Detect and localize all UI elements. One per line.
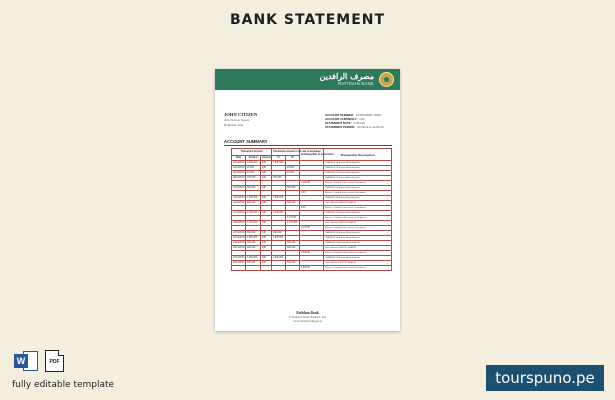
cell-cr	[272, 266, 286, 271]
cell-date: 17/01/2019	[233, 212, 245, 214]
cell-description: Balance - Overdraft in the account of the deposit	[324, 191, 392, 196]
cell-dr: 400,000	[286, 246, 300, 251]
customer-address-line1: Abu Nawas Street,	[224, 118, 250, 122]
header-cr: Cr	[272, 156, 286, 161]
cell-amount: 25,000	[246, 166, 261, 171]
cell-description: TRANSFER / Al Rasheed Bank Baghdad	[324, 161, 392, 166]
transactions-table	[231, 148, 392, 271]
cell-description: Balance - Overdraft in the account of the deposit	[324, 181, 392, 186]
cell-description: Loan to Account DEBIT BY BRANCH	[324, 201, 392, 206]
cell-date: 12/01/2019	[233, 187, 245, 189]
statement-period-label: STATEMENT PERIOD:	[325, 125, 356, 129]
cell-dr: 25,000	[286, 166, 300, 171]
cell-date: 09/01/2019	[233, 177, 245, 179]
cell-currency: IQD	[261, 186, 272, 191]
cell-dr	[286, 266, 300, 271]
cell-description: TRANSFER / Al Rasheed Bank Baghdad	[324, 186, 392, 191]
cell-currency: IQD	[261, 211, 272, 216]
cell-date: 28/01/2019	[233, 262, 245, 264]
header-transaction-amount: Transaction Amount	[232, 149, 272, 156]
cell-description: TRANSFER / Al Rasheed Bank Baghdad	[324, 256, 392, 261]
header-date: Date	[232, 156, 246, 161]
cell-description: Balance - Overdraft in the account of the deposit	[324, 216, 392, 221]
bank-name-arabic: مصرف الرافدين	[319, 71, 374, 81]
cell-dr: 300,000	[286, 186, 300, 191]
cell-amount: 1,500,000	[246, 196, 261, 201]
cell-date: 14/01/2019	[233, 197, 245, 199]
header-description: Transaction Description	[324, 149, 392, 161]
cell-currency: IQD	[261, 221, 272, 226]
bank-logo-icon	[379, 72, 394, 87]
cell-description: TRANSFER / Al Rasheed Bank Baghdad	[324, 231, 392, 236]
cell-description: TRANSFER / Al Rasheed Bank Baghdad	[324, 166, 392, 171]
cell-date: 04/01/2019	[233, 167, 245, 169]
cell-currency: IQD	[261, 231, 272, 236]
bank-name-english: RAFIDAIN BANK	[337, 81, 374, 86]
cell-amount: 600,000	[246, 201, 261, 206]
cell-date: 02/01/2019	[233, 162, 245, 164]
cell-amount: 500,000	[246, 261, 261, 266]
cell-rate: 1,000.00	[300, 251, 324, 256]
header-exchange-amount: Transaction amount in the rate of exchange	[272, 149, 300, 156]
cell-cr: 375,000	[272, 176, 286, 181]
cell-currency: IQD	[261, 236, 272, 241]
header-dr: Dr	[286, 156, 300, 161]
account-details	[325, 113, 395, 129]
cell-amount: 1,500,000	[246, 236, 261, 241]
cell-date: 22/01/2019	[233, 232, 245, 234]
cell-currency	[261, 266, 272, 271]
cell-amount: 300,000	[246, 186, 261, 191]
cell-rate: 1,170.00	[300, 226, 324, 231]
cell-date: 23/01/2019	[233, 237, 245, 239]
account-currency-label: ACCOUNT CURRENCY:	[325, 117, 358, 121]
cell-cr: 2,105,000	[272, 211, 286, 216]
cell-description: TRANSFER / Al Rasheed Bank Baghdad	[324, 211, 392, 216]
cell-dr: 600,000	[286, 201, 300, 206]
cell-amount: 900,000	[246, 231, 261, 236]
cell-dr: 325,000	[286, 241, 300, 246]
cell-description: Loan to Account DEBIT BY BRANCH	[324, 221, 392, 226]
cell-currency: IQD	[261, 256, 272, 261]
cell-date	[232, 266, 246, 271]
cell-date: 06/01/2019	[233, 172, 245, 174]
cell-currency: IQD	[261, 161, 272, 166]
cell-currency: IQD	[261, 176, 272, 181]
cell-cr: 1,900,000	[272, 256, 286, 261]
cell-amount: 1,170,000	[246, 221, 261, 226]
cell-cr: 2,500,000	[272, 161, 286, 166]
statement-date-label: STATEMENT DATE:	[325, 121, 352, 125]
cell-cr: 1,500,000	[272, 236, 286, 241]
statement-period-row	[325, 125, 395, 129]
header-currency: Currency	[262, 157, 273, 159]
cell-date: 27/01/2019	[233, 257, 245, 259]
account-number-value: 1234567890 / 4000	[355, 113, 381, 117]
cell-amount: 2,500,000	[246, 161, 261, 166]
bank-header-bar	[215, 69, 400, 90]
customer-block	[224, 112, 257, 127]
cell-dr: 1,170,000	[286, 221, 300, 226]
cell-currency: IQD	[261, 241, 272, 246]
summary-divider	[224, 145, 392, 146]
cell-dr: 500,000	[286, 261, 300, 266]
cell-amount: 375,000	[246, 176, 261, 181]
word-document-icon: W	[14, 350, 39, 372]
cell-description: Balance - Overdraft in the account of the deposit	[324, 266, 392, 271]
cell-rate: 2.00	[300, 191, 324, 196]
cell-description: TRANSFER / Al Rasheed Bank Baghdad	[324, 171, 392, 176]
cell-amount: 325,000	[246, 241, 261, 246]
cell-date: 25/01/2019	[233, 247, 245, 249]
account-summary-title: ACCOUNT SUMMARY	[224, 139, 268, 144]
footer-address: 57 Rasheed Street, Baghdad, Iraq	[288, 316, 327, 319]
cell-description: TRANSFER / Al Rasheed Bank Baghdad	[324, 196, 392, 201]
cell-dr: 40,000	[286, 171, 300, 176]
page-title: BANK STATEMENT	[229, 12, 386, 28]
header-amount: Amount	[246, 156, 261, 161]
pdf-document-icon: PDF	[45, 350, 64, 372]
cell-currency: IQD	[261, 171, 272, 176]
cell-description: Loan to Account DEBIT BY BRANCH	[324, 246, 392, 251]
cell-description: TRANSFER / Al Rasheed Bank Baghdad	[324, 241, 392, 246]
cell-description: TRANSFER / Al Rasheed Bank Baghdad	[324, 236, 392, 241]
customer-address-line2: Baghdad, Iraq	[224, 123, 244, 127]
cell-cr: 1,500,000	[272, 196, 286, 201]
cell-currency: IQD	[261, 246, 272, 251]
cell-currency: IQD	[261, 201, 272, 206]
cell-description: Loan to Account DEBIT BY BRANCH	[324, 261, 392, 266]
table-row	[232, 266, 392, 271]
cell-amount: 1,900,000	[246, 256, 261, 261]
cell-date: 24/01/2019	[233, 242, 245, 244]
cell-currency: IQD	[261, 196, 272, 201]
statement-date-value: 27/01/19	[353, 121, 365, 125]
editable-template-caption: fully editable template	[12, 380, 115, 390]
bank-statement-document	[215, 69, 400, 331]
cell-date: 19/01/2019	[233, 222, 245, 224]
account-number-label: ACCOUNT NUMBER:	[325, 113, 354, 117]
cell-amount: 40,000	[246, 171, 261, 176]
cell-rate: 1,000.00	[300, 266, 324, 271]
cell-rate: 1,190.00	[300, 181, 324, 186]
account-currency-value: IQD	[359, 117, 365, 121]
cell-dr: 1,170.00	[286, 216, 300, 221]
cell-cr: 900,000	[272, 231, 286, 236]
cell-currency: IQD	[261, 261, 272, 266]
statement-period-value: 01/01/19 to 31/01/19	[357, 125, 384, 129]
brand-badge[interactable]: tourspuno.pe	[486, 365, 604, 391]
cell-description: Balance - Overdraft in the account of the deposit	[324, 251, 392, 256]
transactions-body	[232, 161, 392, 271]
cell-description: Balance - Overdraft in the account of the deposit	[324, 206, 392, 211]
header-exchange-rate: Exchange Rate in Conversion	[300, 149, 324, 161]
footer-bank-name: Rafidain Bank	[296, 311, 319, 315]
document-footer	[215, 311, 400, 323]
cell-description: TRANSFER / Al Rasheed Bank Baghdad	[324, 176, 392, 181]
cell-description: Balance - Overdraft in the account of the deposit	[324, 226, 392, 231]
cell-amount: 2,105,000	[246, 211, 261, 216]
footer-website: www.rafidain-bank.gov.iq	[292, 320, 323, 323]
cell-amount: 400,000	[246, 246, 261, 251]
cell-amount	[246, 266, 261, 271]
cell-date: 16/01/2019	[233, 202, 245, 204]
cell-rate: 6.00	[300, 206, 324, 211]
customer-name: JOHN CITIZEN	[224, 112, 258, 117]
cell-currency: IQD	[261, 166, 272, 171]
